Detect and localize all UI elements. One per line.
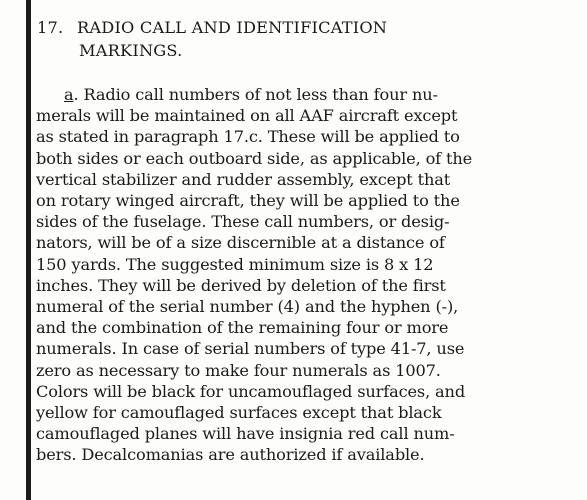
paragraph-line: merals will be maintained on all AAF aircraft except bbox=[36, 106, 458, 126]
paragraph-line: camouflaged planes will have insignia red call num- bbox=[36, 424, 455, 444]
paragraph-line: numeral of the serial number (4) and the hyphen (-), bbox=[36, 297, 459, 317]
paragraph-line: on rotary winged aircraft, they will be applied to the bbox=[36, 191, 460, 211]
paragraph-line: inches. They will be derived by deletion of the first bbox=[36, 275, 446, 295]
paragraph-line: yellow for camouflaged surfaces except that black bbox=[36, 403, 442, 423]
section-title-line1: RADIO CALL AND IDENTIFICATION bbox=[77, 18, 388, 37]
paragraph-label: a bbox=[64, 85, 74, 104]
paragraph-line: bers. Decalcomanias are authorized if available. bbox=[36, 445, 425, 465]
section-number: 17. bbox=[37, 18, 64, 37]
paragraph-line: 150 yards. The suggested minimum size is 8 x 12 bbox=[36, 254, 434, 274]
paragraph-line: both sides or each outboard side, as applicable, of the bbox=[36, 148, 473, 168]
paragraph-line: zero as necessary to make four numerals as 1007. bbox=[36, 360, 441, 380]
section-heading bbox=[37, 16, 577, 62]
paragraph-line: vertical stabilizer and rudder assembly, except that bbox=[36, 169, 451, 189]
paragraph-body bbox=[36, 84, 581, 466]
paragraph-line: a. Radio call numbers of not less than four nu- bbox=[64, 85, 438, 104]
margin-rule bbox=[26, 0, 31, 500]
paragraph-line: numerals. In case of serial numbers of type 41-7, use bbox=[36, 339, 465, 359]
section-title-line2: MARKINGS. bbox=[79, 41, 183, 60]
paragraph-line: sides of the fuselage. These call numbers, or desig- bbox=[36, 212, 450, 232]
paragraph-line: and the combination of the remaining four or more bbox=[36, 318, 449, 338]
paragraph-line: as stated in paragraph 17.c. These will be applied to bbox=[36, 127, 460, 147]
paragraph-line: Colors will be black for uncamouflaged surfaces, and bbox=[36, 381, 466, 401]
paragraph-line: nators, will be of a size discernible at a distance of bbox=[36, 233, 445, 253]
